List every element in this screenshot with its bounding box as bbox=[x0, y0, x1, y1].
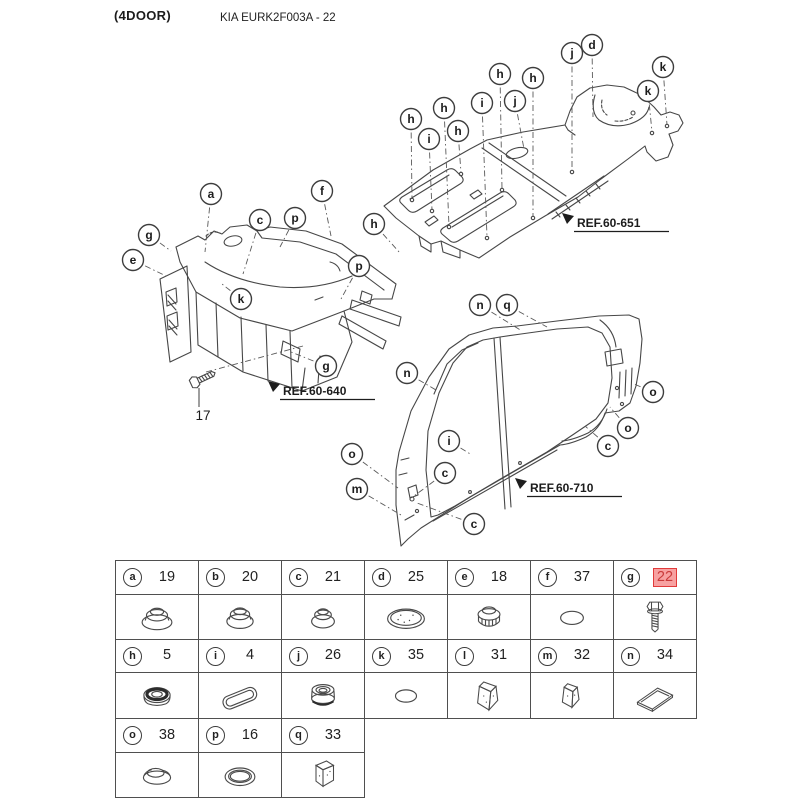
plug-dome-icon bbox=[211, 596, 269, 638]
svg-text:h: h bbox=[496, 67, 504, 81]
plug-ribbed-icon bbox=[460, 596, 518, 638]
part-icon-cell-b bbox=[199, 595, 282, 640]
part-cell-l[interactable] bbox=[448, 640, 531, 673]
part-cell-b[interactable] bbox=[199, 561, 282, 595]
callout-letter-badge: q bbox=[289, 726, 308, 745]
parts-table bbox=[115, 560, 697, 798]
empty-cell bbox=[365, 719, 448, 753]
part-icon-cell-d bbox=[365, 595, 448, 640]
part-number: 38 bbox=[158, 726, 176, 743]
svg-text:c: c bbox=[470, 517, 478, 531]
callout-o[interactable] bbox=[643, 382, 664, 403]
callout-c[interactable] bbox=[250, 210, 271, 231]
callout-letter-badge: h bbox=[123, 647, 142, 666]
svg-text:h: h bbox=[440, 101, 448, 115]
svg-text:m: m bbox=[351, 482, 363, 496]
svg-text:i: i bbox=[447, 434, 451, 448]
block-small-icon bbox=[543, 675, 601, 717]
leader-line bbox=[500, 74, 502, 189]
part-icon-cell-p bbox=[199, 753, 282, 798]
svg-text:i: i bbox=[480, 96, 484, 110]
callout-f[interactable] bbox=[312, 181, 333, 202]
svg-text:e: e bbox=[129, 253, 137, 267]
callout-h[interactable] bbox=[523, 68, 544, 89]
plug-dome-wide-icon bbox=[128, 596, 186, 638]
callout-h[interactable] bbox=[434, 98, 455, 119]
callout-letter-badge: f bbox=[538, 568, 557, 587]
empty-cell bbox=[448, 753, 531, 798]
callout-letter-badge: n bbox=[621, 647, 640, 666]
svg-text:p: p bbox=[291, 211, 299, 225]
callout-q[interactable] bbox=[497, 295, 518, 316]
part-number: 32 bbox=[573, 647, 591, 664]
ref-label[interactable] bbox=[515, 478, 622, 497]
callout-p[interactable] bbox=[285, 208, 306, 229]
leader-line bbox=[411, 119, 412, 199]
empty-cell bbox=[614, 719, 697, 753]
svg-text:k: k bbox=[659, 60, 667, 74]
bolt-icon bbox=[626, 596, 684, 638]
front-structure-drawing bbox=[160, 225, 401, 391]
svg-text:h: h bbox=[370, 217, 378, 231]
part-icon-cell-l bbox=[448, 673, 531, 719]
svg-text:c: c bbox=[604, 439, 612, 453]
ring-oval-icon bbox=[211, 754, 269, 796]
callout-j[interactable] bbox=[505, 91, 526, 112]
part-icon-cell-c bbox=[282, 595, 365, 640]
callout-letter-badge: e bbox=[455, 568, 474, 587]
diagram-code: KIA EURK2F003A - 22 bbox=[220, 12, 336, 24]
svg-text:REF.60-651: REF.60-651 bbox=[577, 216, 641, 230]
part-number: 25 bbox=[407, 568, 425, 585]
part-cell-c[interactable] bbox=[282, 561, 365, 595]
svg-text:a: a bbox=[207, 187, 215, 201]
part-icon-cell-i bbox=[199, 673, 282, 719]
svg-text:k: k bbox=[644, 84, 652, 98]
part-icon-cell-k bbox=[365, 673, 448, 719]
svg-text:n: n bbox=[476, 298, 484, 312]
svg-text:f: f bbox=[320, 184, 324, 198]
part-number: 19 bbox=[158, 568, 176, 585]
part-cell-o[interactable] bbox=[116, 719, 199, 753]
callout-letter-badge: d bbox=[372, 568, 391, 587]
svg-text:o: o bbox=[348, 447, 356, 461]
svg-text:h: h bbox=[529, 71, 537, 85]
plug-oval-icon bbox=[377, 675, 435, 717]
part-cell-i[interactable] bbox=[199, 640, 282, 673]
callout-c[interactable] bbox=[598, 436, 619, 457]
variant-label: (4DOOR) bbox=[114, 8, 171, 23]
part-cell-h[interactable] bbox=[116, 640, 199, 673]
empty-cell bbox=[365, 753, 448, 798]
part-icon-cell-e bbox=[448, 595, 531, 640]
callout-k[interactable] bbox=[231, 289, 252, 310]
empty-cell bbox=[614, 753, 697, 798]
callout-letter-badge: k bbox=[372, 647, 391, 666]
callout-h[interactable] bbox=[448, 121, 469, 142]
callout-k[interactable] bbox=[638, 81, 659, 102]
callout-h[interactable] bbox=[490, 64, 511, 85]
part-number: 5 bbox=[162, 647, 172, 664]
plug-flat-large-icon bbox=[377, 596, 435, 638]
svg-text:c: c bbox=[441, 466, 449, 480]
callout-g[interactable] bbox=[316, 356, 337, 377]
callout-letter-badge: g bbox=[621, 568, 640, 587]
empty-cell bbox=[448, 719, 531, 753]
callout-c[interactable] bbox=[435, 463, 456, 484]
part-cell-p[interactable] bbox=[199, 719, 282, 753]
grommet-ring-icon bbox=[128, 675, 186, 717]
part-cell-d[interactable] bbox=[365, 561, 448, 595]
callout-d[interactable] bbox=[582, 35, 603, 56]
callout-letter-badge: l bbox=[455, 647, 474, 666]
svg-text:i: i bbox=[427, 132, 431, 146]
part-number: 34 bbox=[656, 647, 674, 664]
svg-text:n: n bbox=[403, 366, 411, 380]
callout-letter-badge: j bbox=[289, 647, 308, 666]
block-large-icon bbox=[460, 675, 518, 717]
empty-cell bbox=[531, 753, 614, 798]
pad-flat-icon bbox=[626, 675, 684, 717]
side-panel-drawing bbox=[396, 315, 642, 546]
part-icon-cell-a bbox=[116, 595, 199, 640]
part-number: 31 bbox=[490, 647, 508, 664]
part-icon-cell-o bbox=[116, 753, 199, 798]
part-icon-cell-m bbox=[531, 673, 614, 719]
svg-text:d: d bbox=[588, 38, 596, 52]
callout-n[interactable] bbox=[470, 295, 491, 316]
empty-cell bbox=[531, 719, 614, 753]
part-number: 37 bbox=[573, 568, 591, 585]
callout-c[interactable] bbox=[464, 514, 485, 535]
part-icon-cell-g bbox=[614, 595, 697, 640]
svg-text:o: o bbox=[624, 421, 632, 435]
part-cell-e[interactable] bbox=[448, 561, 531, 595]
callout-letter-badge: m bbox=[538, 647, 557, 666]
svg-text:h: h bbox=[407, 112, 415, 126]
gasket-rect-icon bbox=[211, 675, 269, 717]
svg-text:h: h bbox=[454, 124, 462, 138]
part-cell-a[interactable] bbox=[116, 561, 199, 595]
svg-text:p: p bbox=[355, 259, 363, 273]
callout-g[interactable] bbox=[139, 225, 160, 246]
callout-i[interactable] bbox=[472, 93, 493, 114]
callout-letter-badge: c bbox=[289, 568, 308, 587]
svg-text:g: g bbox=[322, 359, 330, 373]
part-icon-cell-q bbox=[282, 753, 365, 798]
callout-o[interactable] bbox=[618, 418, 639, 439]
part-number: 16 bbox=[241, 726, 259, 743]
callout-p[interactable] bbox=[349, 256, 370, 277]
part-number: 33 bbox=[324, 726, 342, 743]
callout-letter-badge: a bbox=[123, 568, 142, 587]
part-number: 4 bbox=[245, 647, 255, 664]
callout-i[interactable] bbox=[439, 431, 460, 452]
part-icon-cell-n bbox=[614, 673, 697, 719]
part-number-highlighted: 22 bbox=[653, 568, 677, 587]
part-cell-g[interactable] bbox=[614, 561, 697, 595]
part-number: 21 bbox=[324, 568, 342, 585]
callout-h[interactable] bbox=[401, 109, 422, 130]
svg-text:j: j bbox=[570, 46, 574, 60]
svg-text:REF.60-640: REF.60-640 bbox=[283, 384, 347, 398]
svg-text:o: o bbox=[649, 385, 657, 399]
part-cell-q[interactable] bbox=[282, 719, 365, 753]
svg-text:q: q bbox=[503, 298, 511, 312]
part-icon-cell-h bbox=[116, 673, 199, 719]
part-icon-cell-j bbox=[282, 673, 365, 719]
plug-shallow-icon bbox=[128, 754, 186, 796]
svg-text:g: g bbox=[145, 228, 153, 242]
svg-text:c: c bbox=[256, 213, 264, 227]
bolt-17-drawing bbox=[188, 367, 217, 389]
callout-letter-badge: o bbox=[123, 726, 142, 745]
svg-text:REF.60-710: REF.60-710 bbox=[530, 481, 594, 495]
callout-j[interactable] bbox=[562, 43, 583, 64]
callout-h[interactable] bbox=[364, 214, 385, 235]
part-number: 18 bbox=[490, 568, 508, 585]
plug-dome-small-icon bbox=[294, 596, 352, 638]
grommet-round-icon bbox=[294, 675, 352, 717]
block-cube-icon bbox=[294, 754, 352, 796]
part-cell-f[interactable] bbox=[531, 561, 614, 595]
part-cell-m[interactable] bbox=[531, 640, 614, 673]
part-icon-cell-f bbox=[531, 595, 614, 640]
callout-m[interactable] bbox=[347, 479, 368, 500]
callout-e[interactable] bbox=[123, 250, 144, 271]
part-number: 35 bbox=[407, 647, 425, 664]
svg-text:k: k bbox=[237, 292, 245, 306]
svg-text:j: j bbox=[513, 94, 517, 108]
part-number: 20 bbox=[241, 568, 259, 585]
part-cell-k[interactable] bbox=[365, 640, 448, 673]
callout-o[interactable] bbox=[342, 444, 363, 465]
part-cell-j[interactable] bbox=[282, 640, 365, 673]
callout-n[interactable] bbox=[397, 363, 418, 384]
callout-i[interactable] bbox=[419, 129, 440, 150]
part-cell-n[interactable] bbox=[614, 640, 697, 673]
ref-label[interactable] bbox=[562, 213, 669, 232]
callout-letter-badge: b bbox=[206, 568, 225, 587]
callout-letter-badge: p bbox=[206, 726, 225, 745]
part-number: 26 bbox=[324, 647, 342, 664]
plug-oval-flat-icon bbox=[543, 596, 601, 638]
callout-a[interactable] bbox=[201, 184, 222, 205]
ref-label[interactable] bbox=[268, 381, 375, 400]
callout-k[interactable] bbox=[653, 57, 674, 78]
callout-letter-badge: i bbox=[206, 647, 225, 666]
leader-line bbox=[482, 103, 487, 237]
part-17-label: 17 bbox=[195, 408, 211, 423]
